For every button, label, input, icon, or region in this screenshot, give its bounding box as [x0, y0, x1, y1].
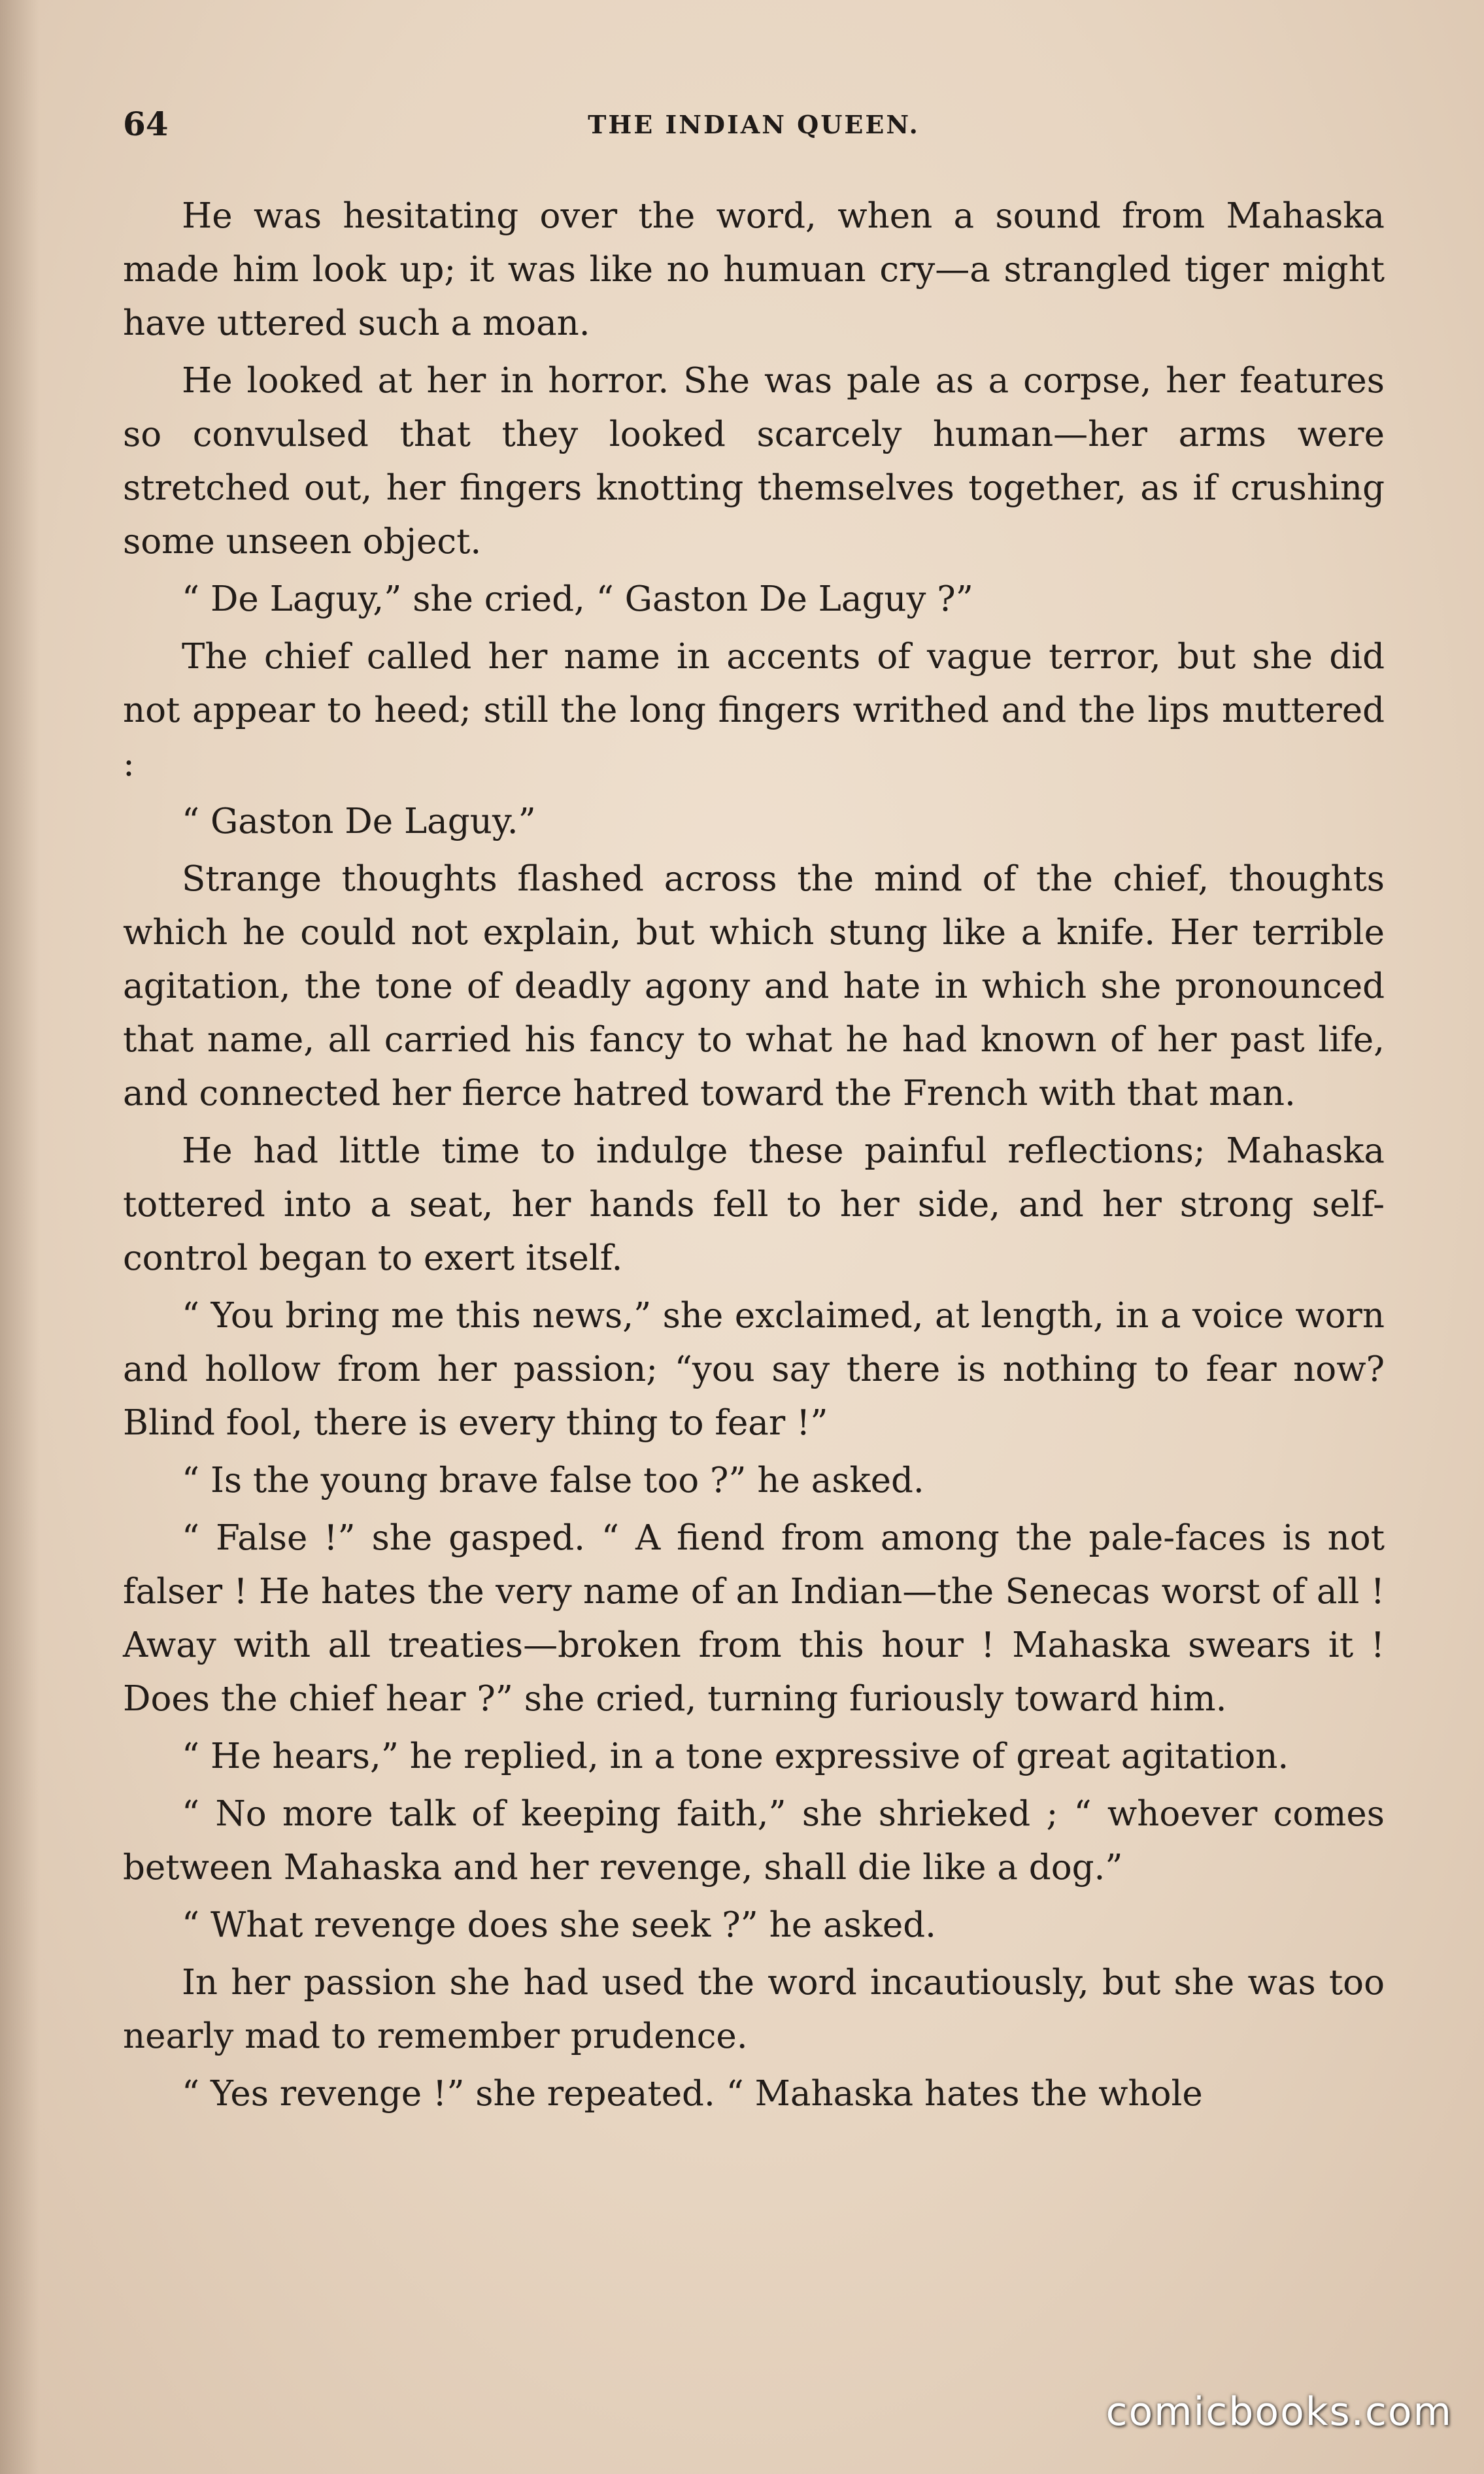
paragraph: “ What revenge does she seek ?” he asked. [182, 1905, 937, 1945]
spine-shadow [0, 0, 39, 2474]
paragraph: “ De Laguy,” she cried, “ Gaston De Laguy ?” [182, 579, 973, 619]
page-header [123, 105, 1385, 150]
running-title: THE INDIAN QUEEN. [588, 110, 920, 139]
paragraph: “ He hears,” he replied, in a tone expressive of great agitation. [182, 1737, 1289, 1776]
paragraph: Strange thoughts flashed across the mind of the chief, thoughts which he could not explain, but which stung like a knife. Her terrible agitation, the tone of deadly agony and hate in which she pronounced that name, all carried his fancy to what he had known of her past life, and connected her fierce hatred toward the French with that man. [123, 859, 1385, 1113]
paragraph: “ Yes revenge !” she repeated. “ Mahaska hates the whole [182, 2074, 1203, 2114]
paragraph: He looked at her in horror. She was pale as a corpse, her features so convulsed that they looked scarcely human—her arms were stretched out, her fingers knotting themselves together, as if crushing some unseen object. [123, 361, 1385, 562]
paragraph: He had little time to indulge these painful reflections; Mahaska tottered into a seat, her hands fell to her side, and her strong self-control began to exert itself. [123, 1131, 1385, 1278]
page-number: 64 [123, 105, 169, 143]
paragraph: In her passion she had used the word incautiously, but she was too nearly mad to remember prudence. [123, 1963, 1385, 2056]
paragraph: “ Gaston De Laguy.” [182, 802, 536, 841]
paragraph: “ You bring me this news,” she exclaimed, at length, in a voice worn and hollow from her passion; “you say there is nothing to fear now? Blind fool, there is every thing to fear !” [123, 1296, 1385, 1443]
body-text [123, 190, 1385, 2125]
paragraph: “ False !” she gasped. “ A fiend from among the pale-faces is not falser ! He hates the very name of an Indian—the Senecas worst of all ! Away with all treaties—broken from this hour ! Mahaska swears it ! Does the chief hear ?” she cried, turning furiously toward him. [123, 1518, 1385, 1719]
site-watermark: comicbooks.com [1105, 2389, 1453, 2435]
paragraph: “ Is the young brave false too ?” he asked. [182, 1461, 924, 1500]
paragraph: “ No more talk of keeping faith,” she shrieked ; “ whoever comes between Mahaska and her revenge, shall die like a dog.” [123, 1794, 1385, 1888]
paragraph: He was hesitating over the word, when a sound from Mahaska made him look up; it was like no humuan cry—a strangled tiger might have uttered such a moan. [123, 196, 1385, 343]
paragraph: The chief called her name in accents of vague terror, but she did not appear to heed; still the long fingers writhed and the lips muttered : [123, 637, 1385, 784]
